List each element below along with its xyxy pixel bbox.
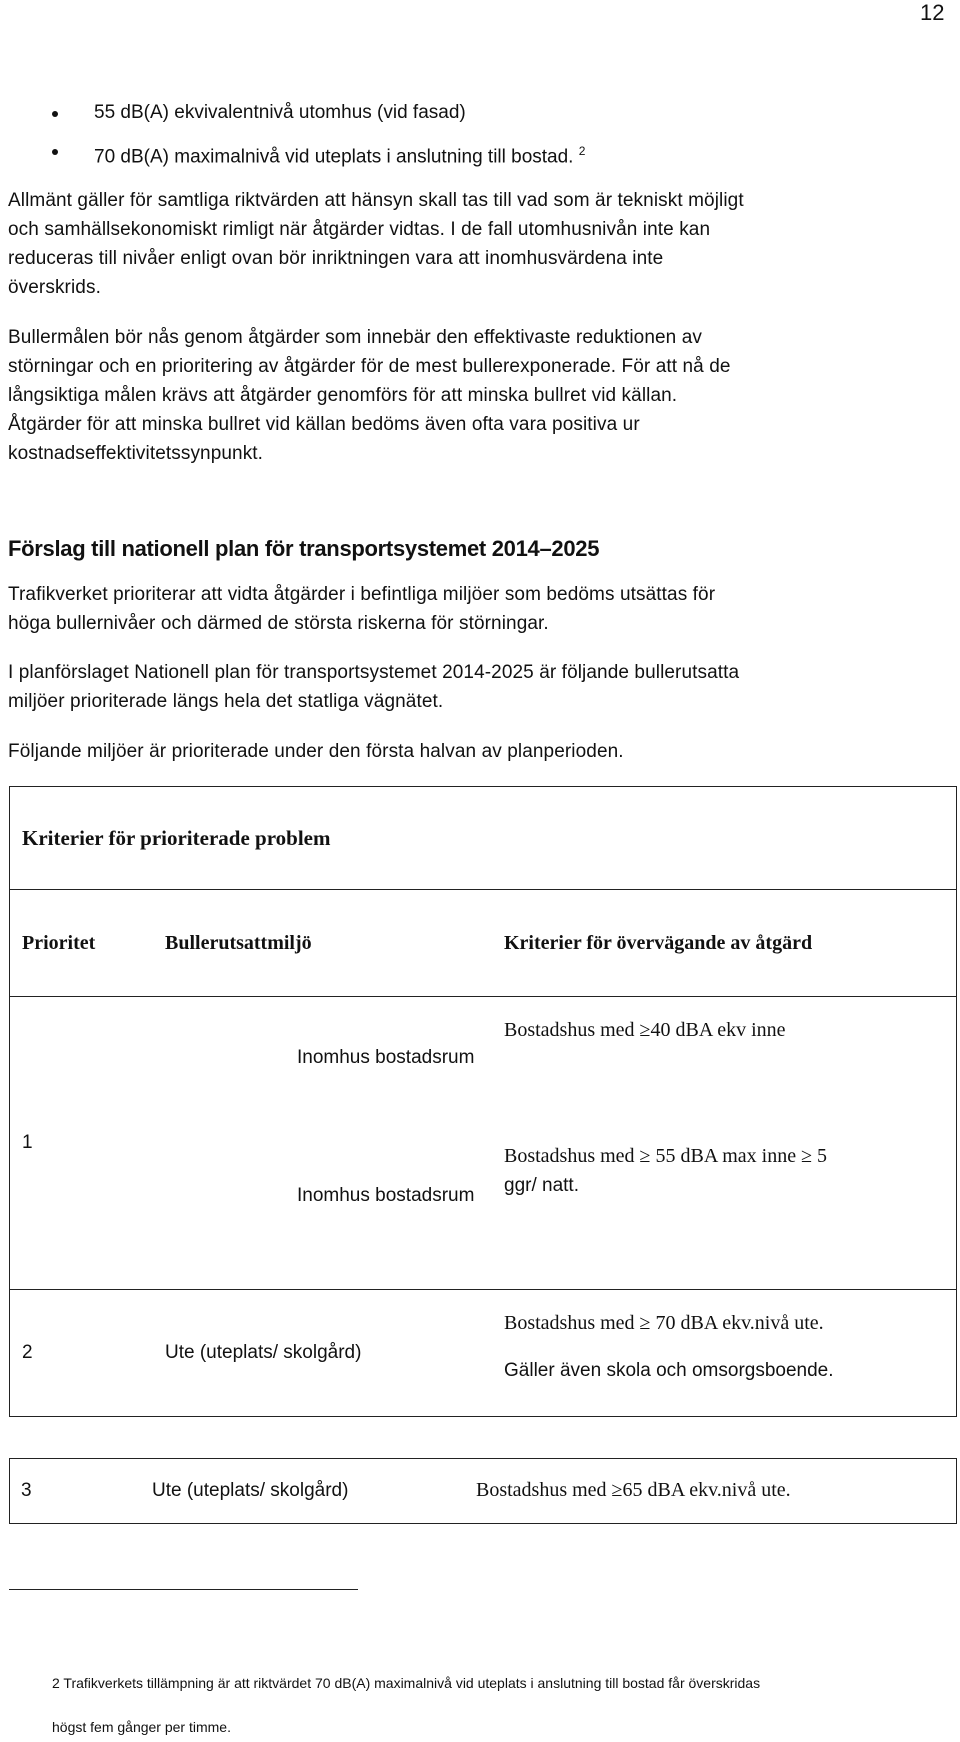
bullet-list bbox=[38, 98, 585, 174]
row3-criteria: Bostadshus med ≥65 dBA ekv.nivå ute. bbox=[476, 1479, 791, 1501]
row2-environment: Ute (uteplats/ skolgård) bbox=[155, 1290, 476, 1417]
section-paragraph-2: I planförslaget Nationell plan för transportsystemet 2014-2025 är följande bullerutsatta miljöer prioriterade längs hela det statliga vägnätet. bbox=[8, 662, 740, 712]
table-title-row bbox=[10, 787, 957, 890]
row1-environment: Inomhus bostadsrum Inomhus bostadsrum bbox=[155, 997, 476, 1290]
header-criteria: Kriterier för övervägande av åtgärd bbox=[476, 890, 957, 997]
bullet-dot-icon bbox=[52, 149, 58, 155]
footnote-divider bbox=[9, 1589, 358, 1590]
list-item: 70 dB(A) maximalnivå vid uteplats i anslutning till bostad. $^2$ bbox=[38, 136, 585, 174]
row1-priority: 1 bbox=[10, 997, 156, 1290]
bullet-dot-icon bbox=[52, 111, 58, 117]
footnote-line-1: 2 Trafikverkets tillämpning är att riktvärdet 70 dB(A) maximalnivå vid uteplats i anslutning till bostad får överskridas bbox=[52, 1675, 761, 1691]
row1-criteria: Bostadshus med ≥40 dBA ekv inne Bostadshus med ≥ 55 dBA max inne ≥ 5 ggr/ natt. bbox=[476, 997, 957, 1290]
criteria-table bbox=[9, 786, 957, 1417]
section-paragraph-3: Följande miljöer är prioriterade under den första halvan av planperioden. bbox=[8, 741, 624, 762]
table-header-row bbox=[10, 890, 957, 997]
row3-priority: 3 bbox=[21, 1480, 32, 1501]
table-row-3 bbox=[9, 1458, 957, 1524]
header-priority: Prioritet bbox=[10, 890, 156, 997]
paragraph-2: Bullermålen bör nås genom åtgärder som innebär den effektivaste reduktionen av störningar och en prioritering av åtgärder för de mest bullerexponerade. För att nå de långsiktiga målen krävs att åtgärder genomförs för att minska bullret vid källan. Åtgärder för att minska bullret vid källan bedöms även ofta vara positiva ur kostnadseffektivitetssynpunkt. bbox=[8, 327, 731, 464]
footnote-ref: 2 bbox=[578, 144, 586, 158]
table-row bbox=[10, 1290, 957, 1417]
footnote-line-2: högst fem gånger per timme. bbox=[52, 1719, 231, 1735]
section-paragraph-1: Trafikverket prioriterar att vidta åtgärder i befintliga miljöer som bedöms utsättas för höga bullernivåer och därmed de största riskerna för störningar. bbox=[8, 584, 716, 634]
table-title: Kriterier för prioriterade problem bbox=[10, 787, 957, 890]
table-row bbox=[10, 997, 957, 1290]
row2-criteria: Bostadshus med ≥ 70 dBA ekv.nivå ute. Gäller även skola och omsorgsboende. bbox=[476, 1290, 957, 1417]
page-number: 12 bbox=[920, 0, 945, 25]
paragraph-1: Allmänt gäller för samtliga riktvärden att hänsyn skall tas till vad som är tekniskt möjligt och samhällsekonomiskt rimligt när åtgärder vidtas. I de fall utomhusnivån inte kan reduceras till nivåer enligt ovan bör inriktningen vara att inomhusvärdena inte överskrids. bbox=[8, 190, 744, 298]
row3-environment: Ute (uteplats/ skolgård) bbox=[152, 1480, 349, 1501]
header-environment: Bullerutsattmiljö bbox=[155, 890, 476, 997]
row2-priority: 2 bbox=[10, 1290, 156, 1417]
section-heading: Förslag till nationell plan för transportsystemet 2014–2025 bbox=[8, 536, 600, 561]
list-item: 55 dB(A) ekvivalentnivå utomhus (vid fasad) bbox=[38, 98, 585, 136]
